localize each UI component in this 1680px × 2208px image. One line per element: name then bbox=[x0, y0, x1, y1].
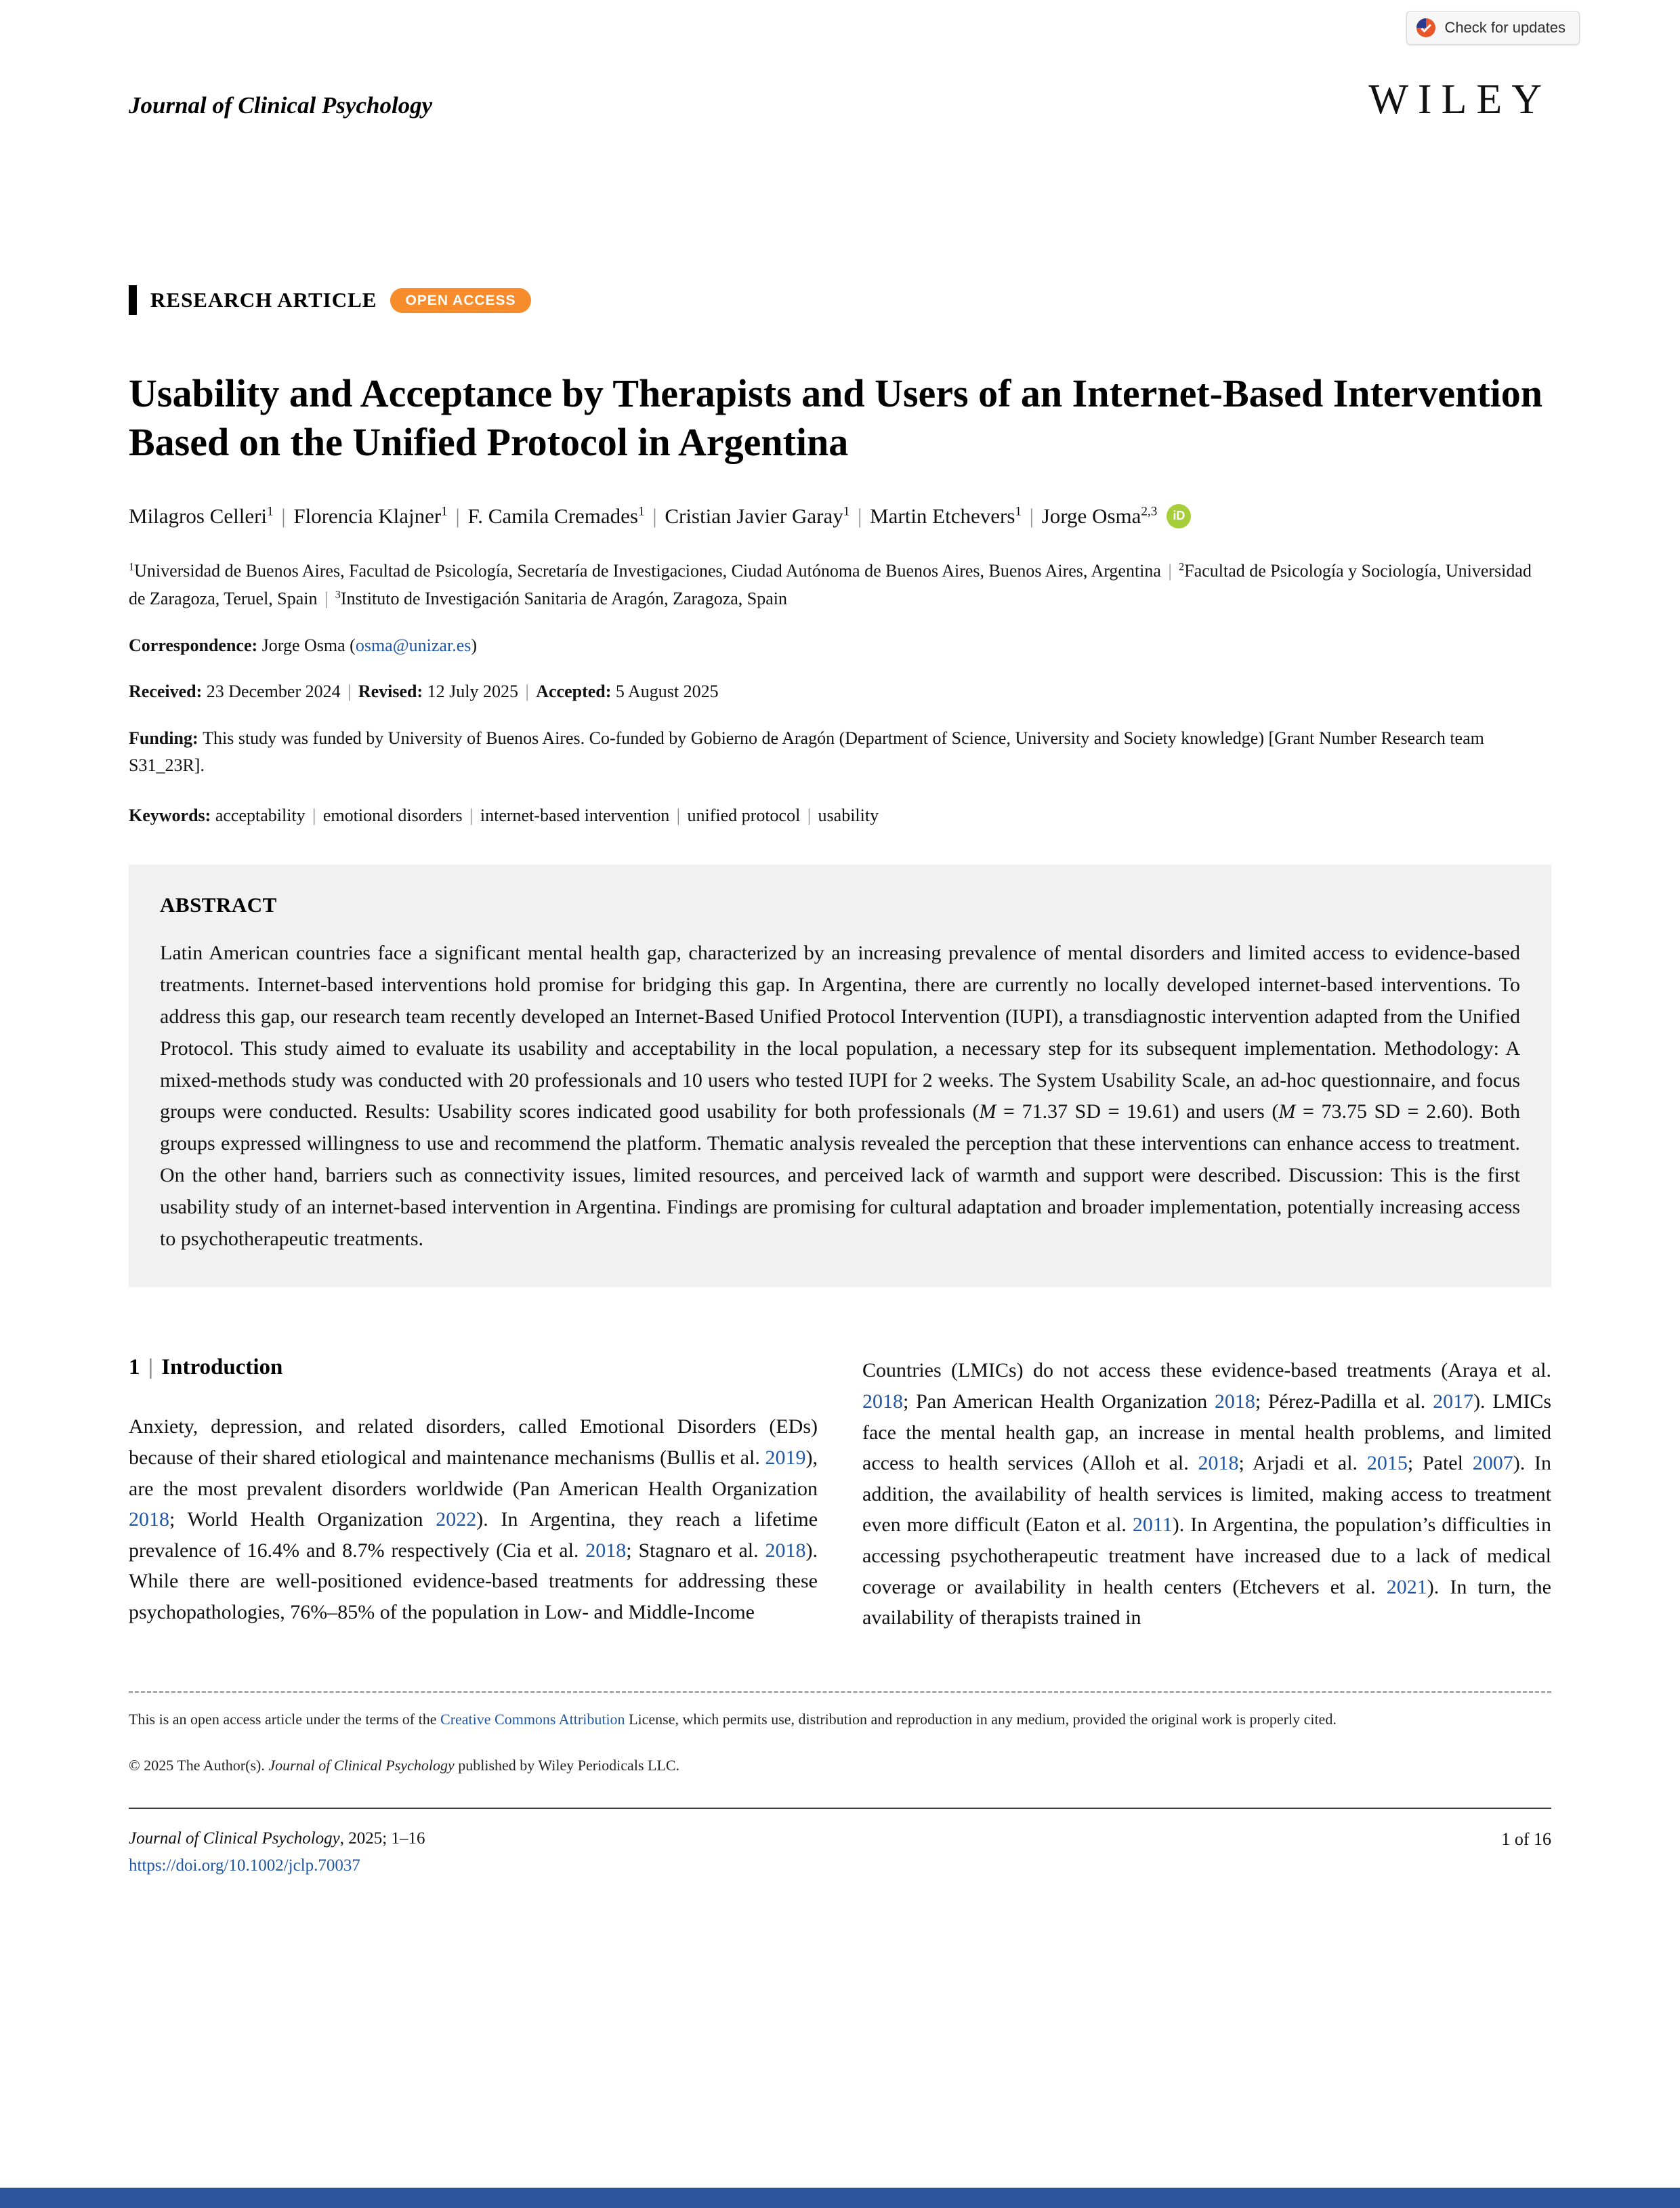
section-heading-introduction: 1 | Introduction bbox=[129, 1355, 283, 1380]
inline-link[interactable]: 2019 bbox=[765, 1446, 806, 1470]
journal-citation: Journal of Clinical Psychology, 2025; 1–16 bbox=[129, 1829, 425, 1848]
abstract-body: Latin American countries face a significant mental health gap, characterized by an increasing prevalence of mental disorders and limited access to evidence-based treatments. Internet-based interventions hold promise for bridging this gap. In Argentina, there are currently no locally developed internet-based interventions. To address this gap, our research team recently developed an Internet-Based Unified Protocol Intervention (IUPI), a transdiagnostic intervention adapted from the Unified Protocol. This study aimed to evaluate its usability and acceptability in the local population, a necessary step for its subsequent implementation. Methodology: A mixed-methods study was conducted with 20 professionals and 10 users who tested IUPI for 2 weeks. The System Usability Scale, an ad-hoc questionnaire, and focus groups were conducted. Results: Usability scores indicated good usability for both professionals (M = 71.37 SD = 19.61) and users (M = 73.75 SD = 2.60). Both groups expressed willingness to use and recommend the platform. Thematic analysis revealed the perception that these interventions can enhance access to treatment. On the other hand, barriers such as connectivity issues, limited resources, and perceived lack of warmth and support were described. Discussion: This is the first usability study of an internet-based intervention in Argentina. Findings are promising for cultural adaptation and broader implementation, potentially increasing access to psychotherapeutic treatments. bbox=[160, 942, 1521, 1250]
check-for-updates-button[interactable] bbox=[1406, 11, 1580, 45]
page-footer bbox=[129, 1691, 1551, 1875]
dates-line: Received: 23 December 2024 | Revised: 12 July 2025 | Accepted: 5 August 2025 bbox=[129, 682, 719, 702]
authors-text: Milagros Celleri$^1$ | Florencia Klajner$^1$ | F. Camila Cremades$^1$ | Cristian Javier Garay$^1$ | Martin Etchevers$^1$ | Jorge Osma$^{2,3}$ bbox=[129, 503, 1158, 528]
intro-paragraph-col2: Countries (LMICs) do not access these evidence-based treatments (Araya et al. 2018; Pan American Health Organization 2018; Pérez-Padilla et al. 2017). LMICs face the mental health gap, an increase in mental health problems, and limited access to health services (Alloh et al. 2018; Arjadi et al. 2015; Patel 2007). In addition, the availability of health services is limited, making access to treatment even more difficult (Eaton et al. 2011). In Argentina, the population’s difficulties in accessing psychotherapeutic treatment have increased due to a lack of medical coverage or availability in health centers (Etchevers et al. 2021). In turn, the availability of therapists trained in bbox=[862, 1359, 1552, 1629]
footnote-divider bbox=[129, 1691, 1551, 1693]
journal-name: Journal of Clinical Psychology bbox=[129, 92, 433, 119]
inline-link[interactable]: 2017 bbox=[1433, 1390, 1474, 1413]
footer-rule bbox=[129, 1808, 1551, 1809]
introduction-section bbox=[129, 1355, 1551, 1633]
inline-link[interactable]: 2011 bbox=[1132, 1514, 1173, 1537]
check-for-updates-label: Check for updates bbox=[1444, 19, 1566, 36]
keywords-line: Keywords: acceptability | emotional disorders | internet-based intervention | unified protocol | usability bbox=[129, 806, 879, 826]
intro-column-left bbox=[129, 1355, 818, 1633]
article-type-marker bbox=[129, 285, 137, 315]
masthead bbox=[129, 0, 1551, 124]
inline-link[interactable]: 2022 bbox=[436, 1508, 477, 1531]
footer-citation-row bbox=[129, 1829, 1551, 1875]
footer-citation-block bbox=[129, 1829, 425, 1875]
inline-link[interactable]: 2018 bbox=[765, 1539, 806, 1562]
inline-link[interactable]: 2018 bbox=[862, 1390, 903, 1413]
page-number: 1 of 16 bbox=[1501, 1829, 1551, 1849]
article-title: Usability and Acceptance by Therapists and Users of an Internet-Based Intervention Based on the Unified Protocol in Argentina bbox=[129, 371, 1543, 464]
intro-column-right bbox=[862, 1355, 1551, 1633]
article-type-row bbox=[129, 285, 1551, 315]
bottom-banner-bar bbox=[0, 2188, 1680, 2208]
correspondence-line: Correspondence: Jorge Osma (osma@unizar.es) bbox=[129, 636, 478, 655]
wiley-logo: WILEY bbox=[1368, 77, 1551, 123]
orcid-icon[interactable]: iD bbox=[1167, 504, 1191, 528]
abstract-section bbox=[129, 865, 1551, 1287]
inline-link[interactable]: 2007 bbox=[1472, 1452, 1513, 1475]
inline-link[interactable]: 2018 bbox=[585, 1539, 627, 1562]
inline-link[interactable]: Creative Commons Attribution bbox=[440, 1710, 625, 1728]
inline-link[interactable]: 2018 bbox=[1198, 1452, 1239, 1475]
open-access-badge: OPEN ACCESS bbox=[390, 288, 530, 313]
inline-link[interactable]: 2018 bbox=[129, 1508, 169, 1531]
crossmark-icon bbox=[1416, 18, 1436, 38]
abstract-heading: ABSTRACT bbox=[160, 893, 277, 917]
inline-link[interactable]: 2018 bbox=[1214, 1390, 1255, 1413]
inline-link[interactable]: 2015 bbox=[1366, 1452, 1408, 1475]
article-type-label: RESEARCH ARTICLE bbox=[150, 288, 377, 312]
open-access-note: This is an open access article under the terms of the Creative Commons Attribution License, which permits use, distribution and reproduction in any medium, provided the original work is properly cited. bbox=[129, 1710, 1337, 1728]
inline-link[interactable]: osma@unizar.es bbox=[355, 636, 471, 655]
inline-link[interactable]: 2021 bbox=[1386, 1575, 1427, 1598]
doi-link[interactable]: https://doi.org/10.1002/jclp.70037 bbox=[129, 1856, 360, 1875]
affiliations: $^1$Universidad de Buenos Aires, Facultad de Psicología, Secretaría de Investigaciones, Ciudad Autónoma de Buenos Aires, Buenos Aires, Argentina | $^2$Facultad de Psicología y Sociología, Universidad de Zaragoza, Teruel, Spain | $^3$Instituto de Investigación Sanitaria de Aragón, Zaragoza, Spain bbox=[129, 560, 1532, 609]
copyright-line: © 2025 The Author(s). Journal of Clinical Psychology published by Wiley Periodicals LLC. bbox=[129, 1757, 680, 1774]
author-list bbox=[129, 504, 1551, 528]
funding-line: Funding: This study was funded by University of Buenos Aires. Co-funded by Gobierno de Aragón (Department of Science, University and Society knowledge) [Grant Number Research team S31_23R]. bbox=[129, 728, 1484, 775]
intro-paragraph-col1: Anxiety, depression, and related disorders, called Emotional Disorders (EDs) because of their shared etiological and maintenance mechanisms (Bullis et al. 2019), are the most prevalent disorders worldwide (Pan American Health Organization 2018; World Health Organization 2022). In Argentina, they reach a lifetime prevalence of 16.4% and 8.7% respectively (Cia et al. 2018; Stagnaro et al. 2018). While there are well-positioned evidence-based treatments for addressing these psychopathologies, 76%–85% of the population in Low- and Middle-Income bbox=[129, 1415, 818, 1624]
